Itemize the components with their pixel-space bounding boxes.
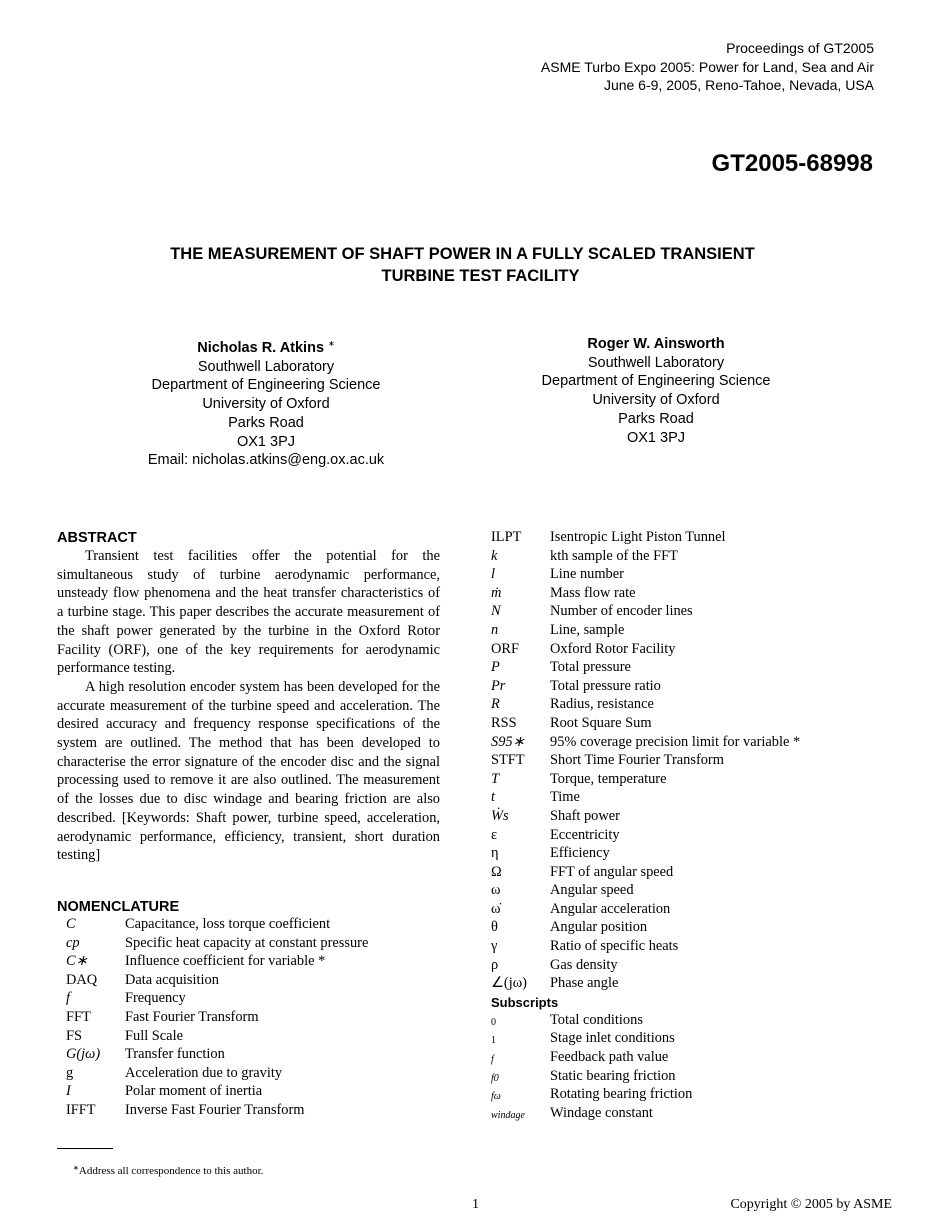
nomenclature-symbol: Pr: [491, 677, 506, 694]
subscripts-heading: Subscripts: [491, 994, 559, 1010]
nomenclature-definition: Stage inlet conditions: [550, 1030, 675, 1047]
nomenclature-row: [491, 621, 891, 640]
nomenclature-definition: Fast Fourier Transform: [125, 1008, 259, 1025]
author-email: Email: nicholas.atkins@eng.ox.ac.uk: [147, 452, 385, 469]
nomenclature-row: [491, 602, 891, 621]
nomenclature-symbol: θ: [491, 919, 498, 936]
nomenclature-symbol: N: [491, 603, 501, 620]
nomenclature-row: [57, 1082, 447, 1101]
nomenclature-symbol: f: [66, 990, 70, 1007]
nomenclature-symbol: C: [66, 916, 76, 932]
nomenclature-symbol: S95∗: [491, 733, 525, 750]
affiliation-line: OX1 3PJ: [236, 433, 296, 450]
affiliation-line: University of Oxford: [202, 396, 330, 413]
nomenclature-row: [491, 1029, 891, 1048]
nomenclature-symbol: T: [491, 770, 500, 787]
nomenclature-symbol: ILPT: [491, 529, 522, 545]
nomenclature-row: [57, 915, 447, 934]
title-line: THE MEASUREMENT OF SHAFT POWER IN A FULLY SCALED TRANSIENT: [170, 245, 755, 263]
nomenclature-row: [491, 863, 891, 882]
proceedings-line: ASME Turbo Expo 2005: Power for Land, Sea and Air: [540, 58, 874, 75]
nomenclature-symbol: f: [491, 1054, 494, 1066]
nomenclature-row: [491, 547, 891, 566]
author-block: [506, 335, 806, 447]
nomenclature-definition: Line number: [550, 566, 624, 583]
nomenclature-definition: Ratio of specific heats: [550, 938, 679, 955]
nomenclature-row: [491, 1011, 891, 1030]
nomenclature-symbol: ω: [491, 882, 501, 899]
nomenclature-row: [491, 1104, 891, 1123]
nomenclature-symbol: STFT: [491, 752, 525, 769]
nomenclature-symbol: cp: [66, 934, 80, 951]
nomenclature-definition: Short Time Fourier Transform: [550, 752, 724, 769]
nomenclature-symbol: ω̇: [491, 900, 501, 917]
affiliation-line: Southwell Laboratory: [197, 358, 335, 375]
nomenclature-definition: Number of encoder lines: [550, 603, 693, 620]
nomenclature-definition: Phase angle: [550, 975, 619, 992]
nomenclature-row: [491, 844, 891, 863]
nomenclature-row: [491, 974, 891, 993]
nomenclature-row: [57, 1027, 447, 1046]
nomenclature-symbol: RSS: [491, 714, 517, 731]
nomenclature-symbol: windage: [491, 1109, 525, 1121]
nomenclature-definition: Feedback path value: [550, 1049, 669, 1066]
nomenclature-definition: Angular acceleration: [550, 900, 671, 917]
nomenclature-symbol: ρ: [491, 956, 499, 973]
nomenclature-row: [491, 658, 891, 677]
nomenclature-row: [491, 770, 891, 789]
nomenclature-row: [491, 788, 891, 807]
nomenclature-definition: Full Scale: [125, 1027, 183, 1044]
nomenclature-row: [57, 989, 447, 1008]
nomenclature-symbol: f0: [491, 1072, 499, 1084]
footnote-mark: ∗: [73, 1164, 79, 1172]
nomenclature-definition: Mass flow rate: [550, 584, 636, 601]
nomenclature-symbol: t: [491, 789, 495, 806]
nomenclature-definition: Data acquisition: [125, 971, 219, 988]
nomenclature-row: [491, 677, 891, 696]
nomenclature-symbol: k: [491, 547, 498, 564]
nomenclature-symbol: Ẇs: [491, 807, 509, 824]
nomenclature-list: [57, 915, 447, 1120]
nomenclature-definition: Total conditions: [550, 1011, 643, 1028]
affiliation-line: Department of Engineering Science: [151, 377, 381, 394]
abstract-heading: ABSTRACT: [57, 530, 137, 546]
nomenclature-definition: Total pressure ratio: [550, 677, 661, 694]
nomenclature-definition: Capacitance, loss torque coefficient: [125, 916, 331, 932]
nomenclature-symbol: R: [491, 696, 500, 713]
nomenclature-symbol: η: [491, 845, 499, 862]
nomenclature-symbol: Ω: [491, 863, 502, 880]
nomenclature-symbol: IFFT: [66, 1101, 96, 1118]
affiliation-line: Department of Engineering Science: [541, 373, 771, 390]
proceedings-line: June 6-9, 2005, Reno-Tahoe, Nevada, USA: [603, 77, 874, 93]
proceedings-header: [541, 39, 874, 95]
nomenclature-row: [57, 1008, 447, 1027]
page-number: 1: [472, 1197, 479, 1212]
nomenclature-symbol: I: [66, 1083, 71, 1100]
nomenclature-symbol: 0: [491, 1016, 496, 1028]
nomenclature-definition: Time: [550, 789, 580, 806]
nomenclature-row: [57, 934, 447, 953]
nomenclature-row: [57, 971, 447, 990]
nomenclature-definition: kth sample of the FFT: [550, 547, 678, 564]
copyright-notice: Copyright © 2005 by ASME: [730, 1197, 892, 1212]
proceedings-line: Proceedings of GT2005: [726, 40, 874, 56]
affiliation-line: Parks Road: [228, 414, 304, 431]
nomenclature-row: [491, 956, 891, 975]
nomenclature-definition: Transfer function: [125, 1046, 225, 1063]
nomenclature-definition: Shaft power: [550, 807, 620, 824]
subscripts-list: [491, 1011, 891, 1123]
nomenclature-row: [57, 1064, 447, 1083]
author-block: [116, 335, 416, 470]
affiliation-line: OX1 3PJ: [626, 429, 686, 446]
nomenclature-section: [57, 899, 447, 1120]
nomenclature-definition: 95% coverage precision limit for variable *: [550, 733, 801, 750]
nomenclature-row: [491, 900, 891, 919]
nomenclature-row: [491, 714, 891, 733]
nomenclature-row: [491, 640, 891, 659]
footnote: ∗Address all correspondence to this author.: [73, 1164, 264, 1177]
nomenclature-definition: Total pressure: [550, 659, 631, 676]
nomenclature-symbol: γ: [491, 938, 498, 955]
nomenclature-symbol: ∠(jω): [491, 975, 527, 992]
nomenclature-list: [491, 528, 891, 993]
nomenclature-row: [491, 881, 891, 900]
nomenclature-definition: Line, sample: [550, 621, 625, 638]
author-name: Roger W. Ainsworth: [587, 336, 725, 352]
nomenclature-definition: Inverse Fast Fourier Transform: [125, 1101, 305, 1118]
nomenclature-definition: Rotating bearing friction: [550, 1086, 693, 1103]
nomenclature-row: [491, 751, 891, 770]
nomenclature-definition: Root Square Sum: [550, 714, 652, 731]
nomenclature-row: [491, 1048, 891, 1067]
nomenclature-definition: Frequency: [125, 990, 186, 1007]
nomenclature-symbol: fω: [491, 1091, 501, 1103]
nomenclature-symbol: g: [66, 1064, 74, 1081]
nomenclature-definition: FFT of angular speed: [550, 863, 674, 880]
title-line: TURBINE TEST FACILITY: [381, 267, 580, 285]
nomenclature-definition: Oxford Rotor Facility: [550, 640, 676, 657]
nomenclature-definition: Static bearing friction: [550, 1067, 676, 1084]
nomenclature-symbol: DAQ: [66, 971, 98, 988]
nomenclature-row: [491, 695, 891, 714]
affiliation-line: University of Oxford: [592, 392, 720, 409]
nomenclature-list-continued: [491, 528, 891, 1122]
affiliation-line: Southwell Laboratory: [587, 354, 725, 371]
nomenclature-symbol: 1: [491, 1035, 496, 1047]
nomenclature-row: [491, 918, 891, 937]
abstract-paragraph: A high resolution encoder system has been developed for the accurate measurement of the turbine speed and acceleration. The desired accuracy and frequency response specifications of the system are outlined. The method that has been developed to characterise the error signature of the encoder disc and the signal processing used to remove it are also outlined. The measurement of the losses due to disc windage and bearing friction are also described. [Keywords: Shaft power, turbine speed, acceleration, aerodynamic performance, efficiency, transient, short duration testing]: [57, 678, 440, 864]
nomenclature-row: [491, 565, 891, 584]
nomenclature-definition: Gas density: [550, 956, 618, 973]
nomenclature-definition: Radius, resistance: [550, 696, 654, 713]
nomenclature-symbol: G(jω): [66, 1046, 101, 1063]
nomenclature-definition: Influence coefficient for variable *: [125, 953, 326, 970]
nomenclature-definition: Efficiency: [550, 845, 610, 862]
nomenclature-row: [57, 952, 447, 971]
nomenclature-row: [491, 807, 891, 826]
nomenclature-symbol: P: [491, 659, 500, 676]
nomenclature-row: [491, 1085, 891, 1104]
nomenclature-row: [491, 733, 891, 752]
footnote-mark: ∗: [328, 339, 335, 348]
nomenclature-definition: Torque, temperature: [550, 770, 667, 787]
footnote-rule: [57, 1148, 113, 1149]
nomenclature-row: [491, 528, 891, 547]
nomenclature-row: [57, 1101, 447, 1120]
nomenclature-row: [57, 1045, 447, 1064]
nomenclature-row: [491, 584, 891, 603]
nomenclature-definition: Specific heat capacity at constant pressure: [125, 934, 369, 951]
nomenclature-definition: Angular position: [550, 919, 648, 936]
nomenclature-symbol: ṁ: [491, 584, 502, 601]
nomenclature-definition: Angular speed: [550, 882, 634, 899]
author-name: Nicholas R. Atkins ∗: [197, 339, 335, 356]
nomenclature-definition: Eccentricity: [550, 826, 620, 843]
nomenclature-symbol: n: [491, 621, 499, 638]
nomenclature-row: [491, 1067, 891, 1086]
affiliation-line: Parks Road: [618, 410, 694, 427]
nomenclature-definition: Isentropic Light Piston Tunnel: [550, 529, 726, 545]
nomenclature-row: [491, 826, 891, 845]
nomenclature-symbol: ORF: [491, 640, 519, 657]
nomenclature-definition: Acceleration due to gravity: [125, 1064, 283, 1081]
nomenclature-symbol: l: [491, 566, 495, 583]
nomenclature-symbol: ε: [491, 826, 498, 843]
nomenclature-symbol: FS: [66, 1027, 83, 1044]
paper-title: [0, 243, 925, 287]
abstract-section: [57, 530, 440, 865]
paper-number: GT2005-68998: [711, 150, 873, 177]
nomenclature-definition: Windage constant: [550, 1104, 653, 1121]
nomenclature-symbol: C∗: [66, 953, 88, 970]
nomenclature-symbol: FFT: [66, 1008, 91, 1025]
nomenclature-definition: Polar moment of inertia: [125, 1083, 263, 1100]
nomenclature-row: [491, 937, 891, 956]
abstract-paragraph: Transient test facilities offer the potential for the simultaneous study of turbine aerodynamic performance, unsteady flow phenomena and the heat transfer characteristics of a turbine stage. This paper describes the accurate measurement of the shaft power generated by the turbine in the Oxford Rotor Facility (ORF), one of the key requirements for aerodynamic performance testing.: [57, 548, 440, 677]
nomenclature-heading: NOMENCLATURE: [57, 899, 180, 915]
